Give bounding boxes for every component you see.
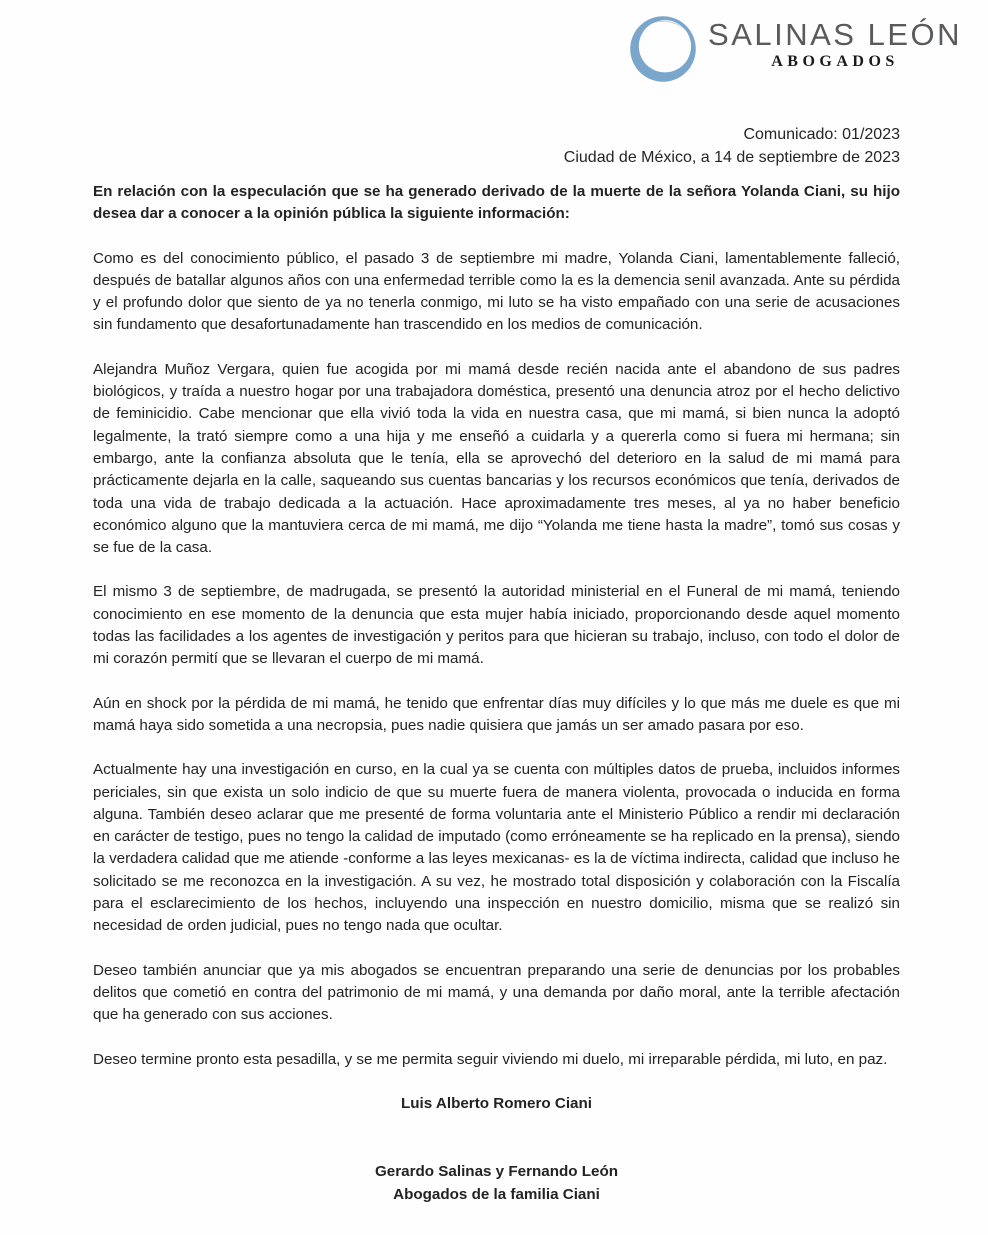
letterhead	[624, 10, 962, 88]
paragraph-alejandra: Alejandra Muñoz Vergara, quien fue acogida por mi mamá desde recién nacida ante el abandono de sus padres biológicos, y traída a nuestro hogar por una trabajadora doméstica, presentó una denuncia atroz por el hecho delictivo de feminicidio. Cabe mencionar que ella vivió toda la vida en nuestra casa, que mi mamá, si bien nunca la adoptó legalmente, la trató siempre como a una hija y me enseñó a cuidarla y a quererla como si fuera mi hermana; sin embargo, ante la confianza absoluta que le tenía, ella se aprovechó del deterioro en la salud de mi mamá para prácticamente dejarla en la calle, saqueando sus cuentas bancarias y los recursos económicos que tenía, derivados de toda una vida de trabajo dedicada a la actuación. Hace aproximadamente tres meses, al ya no haber beneficio económico alguno que la mantuviera cerca de mi mamá, me dijo “Yolanda me tiene hasta la madre”, tomó sus cosas y se fue de la casa.	[93, 360, 900, 557]
dateline: Ciudad de México, a 14 de septiembre de 2023	[563, 149, 900, 166]
document-body	[93, 181, 900, 1206]
logo-subtitle: ABOGADOS	[771, 53, 899, 71]
logo-circle-icon	[624, 10, 702, 88]
lawyers-names: Gerardo Salinas y Fernando León	[374, 1163, 619, 1181]
paragraph-investigation: Actualmente hay una investigación en curso, en la cual ya se cuenta con múltiples datos de prueba, incluidos informes periciales, sin que exista un solo indicio de que su muerte fuera de manera violenta, provocada o inducida en forma alguna. También deseo aclarar que me presenté de forma voluntaria ante el Ministerio Público a rendir mi declaración en carácter de testigo, pues no tengo la calidad de imputado (como erróneamente se ha replicado en la prensa), siendo la verdadera calidad que me atiende -conforme a las leyes mexicanas- es la de víctima indirecta, calidad que incluso he solicitado se me reconozca en la investigación. A su vez, he mostrado total disposición y colaboración con la Fiscalía para el esclarecimiento de los hechos, incluyendo una inspección en nuestro domicilio, misma que se realizó sin necesidad de orden judicial, pues no tengo nada que ocultar.	[93, 761, 900, 935]
paragraph-ministerial-authority: El mismo 3 de septiembre, de madrugada, se presentó la autoridad ministerial en el Funeral de mi mamá, teniendo conocimiento en ese momento de la denuncia que esta mujer había iniciado, proporcionando desde aquel momento todas las facilidades a los agentes de investigación y peritos para que hicieran su trabajo, incluso, con todo el dolor de mi corazón permití que se llevaran el cuerpo de mi mamá.	[93, 583, 900, 668]
logo-wordmark: SALINAS LEÓN	[708, 17, 962, 52]
paragraph-shock: Aún en shock por la pérdida de mi mamá, he tenido que enfrentar días muy difíciles y lo que más me duele es que mi mamá haya sido sometida a una necropsia, pues nadie quisiera que jamás un ser amado pasara por eso.	[93, 694, 900, 734]
lawyers-block	[93, 1161, 900, 1206]
document-meta	[564, 123, 900, 169]
comunicado-number: Comunicado: 01/2023	[743, 126, 900, 143]
paragraph-closing: Deseo termine pronto esta pesadilla, y se me permita seguir viviendo mi duelo, mi irreparable pérdida, mi luto, en paz.	[93, 1050, 888, 1068]
logo-text	[708, 10, 962, 71]
paragraph-legal-actions: Deseo también anunciar que ya mis abogados se encuentran preparando una serie de denuncias por los probables delitos que cometió en contra del patrimonio de mi mamá, y una demanda por daño moral, ante la terrible afectación que ha generado con sus acciones.	[93, 961, 900, 1024]
lawyers-title: Abogados de la familia Ciani	[393, 1185, 600, 1203]
intro-paragraph: En relación con la especulación que se ha generado derivado de la muerte de la señora Yolanda Ciani, su hijo desea dar a conocer a la opinión pública la siguiente información:	[93, 183, 900, 223]
signature-name: Luis Alberto Romero Ciani	[401, 1094, 592, 1112]
paragraph-death-announcement: Como es del conocimiento público, el pasado 3 de septiembre mi madre, Yolanda Ciani, lamentablemente falleció, después de batallar algunos años con una enfermedad terrible como la es la demencia senil avanzada. Ante su pérdida y el profundo dolor que siento de ya no tenerla conmigo, mi luto se ha visto empañado con una serie de acusaciones sin fundamento que desafortunadamente han trascendido en los medios de comunicación.	[93, 249, 900, 334]
